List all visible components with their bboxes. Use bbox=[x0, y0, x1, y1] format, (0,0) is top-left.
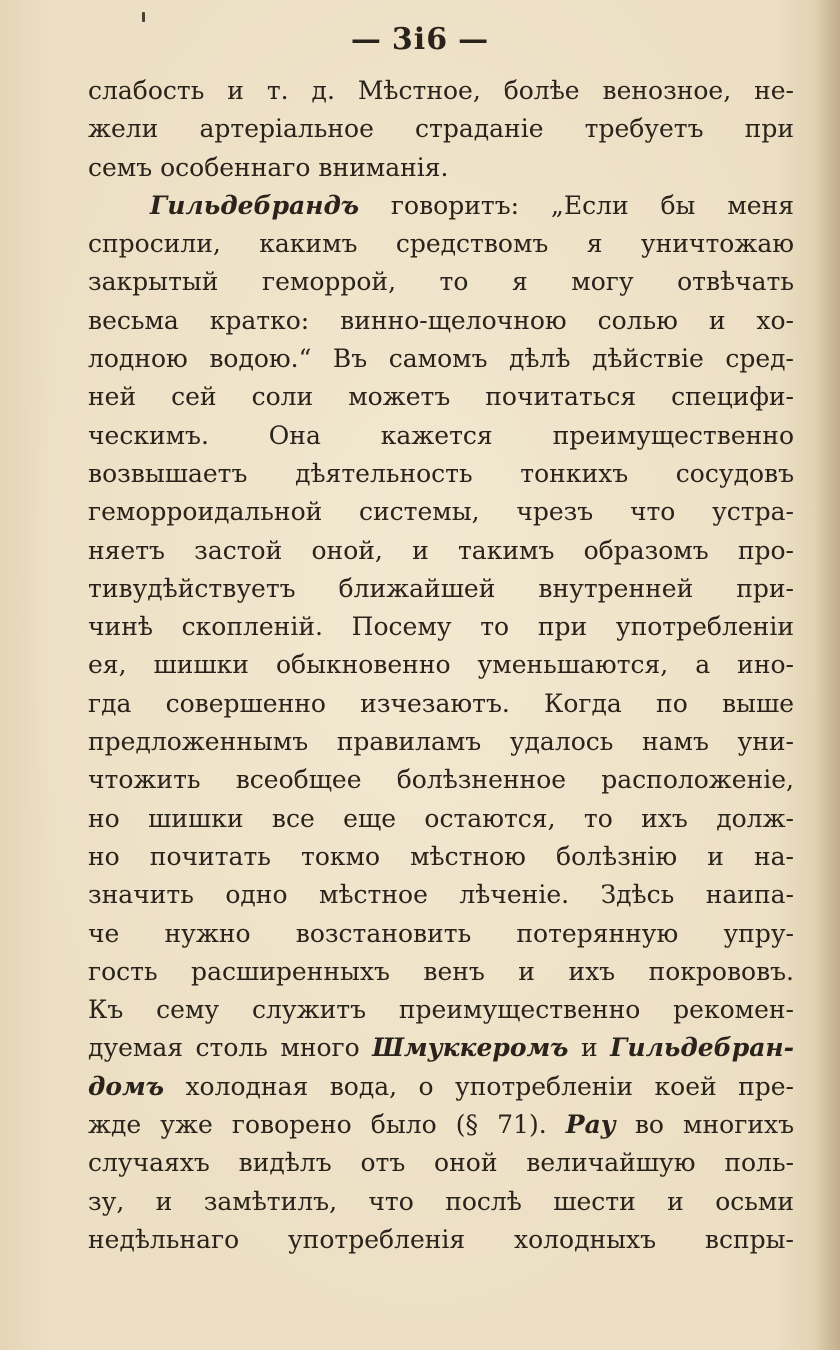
text-segment: холодная вода, о употребленіи коей пре- bbox=[164, 1071, 794, 1101]
italic-name: Гильдебрандъ bbox=[150, 190, 360, 220]
text-line bbox=[88, 723, 794, 761]
text-segment: че нужно возстановить потерянную упру- bbox=[88, 918, 794, 948]
text-line bbox=[88, 761, 794, 799]
text-segment: недѣльнаго употребленія холодныхъ вспры- bbox=[88, 1224, 794, 1254]
text-segment: тивудѣйствуетъ ближайшей внутренней при- bbox=[88, 573, 794, 603]
body-text bbox=[88, 72, 794, 1259]
text-segment: говоритъ: „Если бы меня bbox=[359, 190, 794, 220]
text-line bbox=[88, 532, 794, 570]
text-line bbox=[88, 225, 794, 263]
text-line bbox=[88, 570, 794, 608]
text-segment: значить одно мѣстное лѣченіе. Здѣсь наипа- bbox=[88, 880, 794, 910]
text-segment: гда совершенно изчезаютъ. Когда по выше bbox=[88, 688, 794, 718]
text-line bbox=[88, 149, 794, 187]
text-line bbox=[88, 302, 794, 340]
header-dash-right: — bbox=[458, 22, 490, 57]
text-line bbox=[88, 953, 794, 991]
text-segment: геморроидальной системы, чрезъ что устра- bbox=[88, 497, 794, 527]
text-segment: спросили, какимъ средствомъ я уничтожаю bbox=[88, 229, 794, 259]
text-segment: слабость и т. д. Мѣстное, болѣе венозное, не- bbox=[88, 76, 794, 105]
text-segment: жели артеріальное страданіе требуетъ при bbox=[88, 114, 794, 144]
text-line bbox=[88, 1221, 794, 1259]
text-segment: чтожить всеобщее болѣзненное расположеніе, bbox=[88, 765, 794, 795]
text-segment: Къ сему служитъ преимущественно рекомен- bbox=[88, 995, 794, 1025]
text-line bbox=[88, 378, 794, 416]
text-line bbox=[88, 646, 794, 684]
text-line bbox=[88, 1106, 794, 1144]
print-mark bbox=[142, 12, 145, 22]
text-line bbox=[88, 608, 794, 646]
text-segment: закрытый геморрой, то я могу отвѣчать bbox=[88, 267, 794, 297]
text-line bbox=[88, 991, 794, 1029]
italic-name: Шмуккеромъ bbox=[372, 1033, 569, 1063]
text-line bbox=[88, 187, 794, 225]
text-segment: няетъ застой оной, и такимъ образомъ про- bbox=[88, 535, 794, 565]
text-line bbox=[88, 417, 794, 455]
text-line bbox=[88, 340, 794, 378]
text-line bbox=[88, 876, 794, 914]
text-segment: дуемая столь много bbox=[88, 1033, 373, 1063]
text-line bbox=[88, 685, 794, 723]
text-segment: зу, и замѣтилъ, что послѣ шести и осьми bbox=[88, 1186, 794, 1216]
text-segment: ней сей соли можетъ почитаться специфи- bbox=[88, 382, 794, 412]
text-line bbox=[88, 1029, 794, 1067]
text-segment: ея, шишки обыкновенно уменьшаются, а ино- bbox=[88, 650, 794, 680]
text-segment: предложеннымъ правиламъ удалось намъ уни- bbox=[88, 727, 794, 757]
page-edge-shadow bbox=[814, 0, 840, 1350]
text-line bbox=[88, 1183, 794, 1221]
text-line bbox=[88, 838, 794, 876]
text-line bbox=[88, 1144, 794, 1182]
text-segment: лодною водою.“ Въ самомъ дѣлѣ дѣйствіе сред- bbox=[88, 344, 794, 374]
text-segment: во многихъ bbox=[615, 1110, 794, 1140]
italic-name: Гильдебран- bbox=[610, 1033, 795, 1063]
text-segment: семъ особеннаго вниманія. bbox=[88, 152, 449, 182]
text-segment: но шишки все еще остаются, то ихъ долж- bbox=[88, 803, 794, 833]
text-segment: случаяхъ видѣлъ отъ оной величайшую поль- bbox=[88, 1148, 794, 1178]
text-segment: ческимъ. Она кажется преимущественно bbox=[88, 420, 794, 450]
header-dash-left: — bbox=[350, 22, 382, 57]
italic-name: Рау bbox=[565, 1110, 616, 1140]
text-line bbox=[88, 1068, 794, 1106]
text-line bbox=[88, 72, 794, 110]
italic-name: домъ bbox=[88, 1071, 165, 1101]
page-header bbox=[0, 22, 840, 57]
text-line bbox=[88, 493, 794, 531]
text-segment: весьма кратко: винно-щелочною солью и хо- bbox=[88, 305, 794, 335]
page-number: 3і6 bbox=[391, 22, 449, 57]
text-segment: возвышаетъ дѣятельность тонкихъ сосудовъ bbox=[88, 458, 794, 488]
text-segment: и bbox=[568, 1033, 611, 1063]
text-segment: но почитать токмо мѣстною болѣзнію и на- bbox=[88, 841, 794, 871]
text-segment: гость расширенныхъ венъ и ихъ покрововъ. bbox=[88, 956, 794, 986]
text-line bbox=[88, 915, 794, 953]
text-line bbox=[88, 110, 794, 148]
text-line bbox=[88, 455, 794, 493]
text-segment: чинѣ скопленій. Посему то при употребленіи bbox=[88, 612, 794, 642]
text-segment: жде уже говорено было (§ 71). bbox=[88, 1110, 566, 1140]
text-line bbox=[88, 263, 794, 301]
text-line bbox=[88, 800, 794, 838]
